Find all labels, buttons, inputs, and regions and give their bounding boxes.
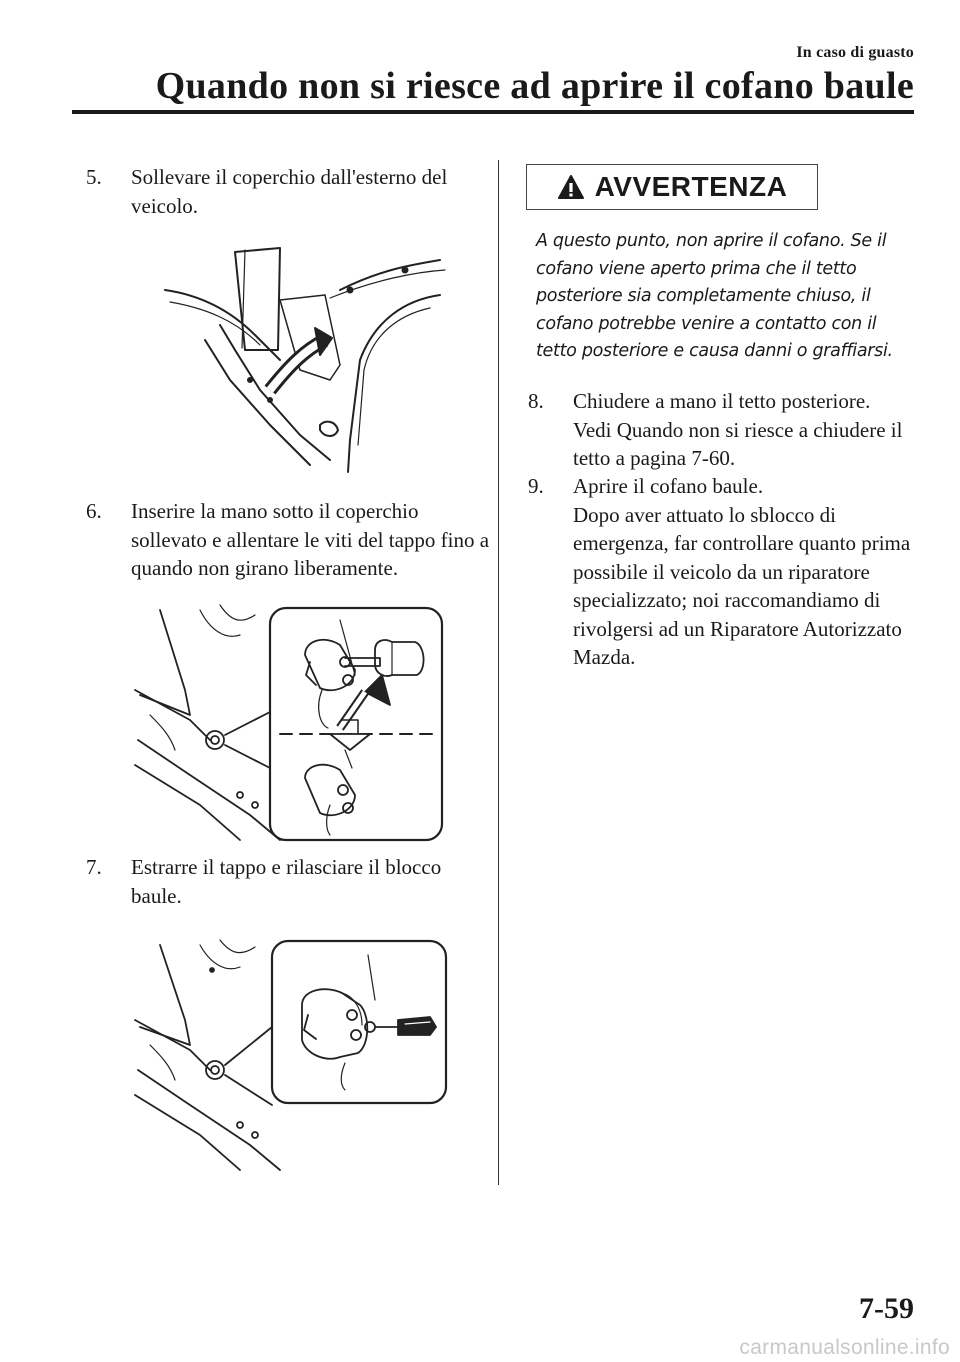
step-detail: Vedi Quando non si riesce a chiudere il tetto a pagina 7-60.: [573, 417, 903, 470]
step-5: [86, 163, 486, 220]
step-number: 9.: [528, 474, 544, 498]
step-detail: Dopo aver attuato lo sblocco di emergenza, far controllare quanto prima possibile il veicolo da un riparatore specializzato; noi raccomandiamo di rivolgersi ad un Riparatore Autorizzato Mazda.: [573, 502, 911, 669]
watermark: carmanualsonline.info: [739, 1336, 950, 1359]
step-number: 6.: [86, 499, 102, 523]
warning-text: A questo punto, non aprire il cofano. Se il cofano viene aperto prima che il tetto posteriore sia completamente chiuso, il cofano potrebbe venire a contatto con il tetto posteriore e causa danni o graffiarsi.: [536, 231, 893, 361]
warning-box: [526, 164, 818, 210]
step-text: Estrarre il tappo e rilasciare il blocco baule.: [131, 855, 442, 908]
column-divider: [498, 160, 499, 1185]
step-number: 5.: [86, 165, 102, 189]
warning-label: AVVERTENZA: [594, 171, 788, 202]
title-rule: [72, 110, 914, 114]
section-label: In caso di guasto: [796, 44, 914, 61]
step-text: Aprire il cofano baule.: [573, 474, 764, 498]
step-7: [86, 853, 486, 910]
step-number: 8.: [528, 389, 544, 413]
page-title: Quando non si riesce ad aprire il cofano baule: [155, 65, 914, 107]
extract-cap-illustration: [130, 935, 450, 1175]
warning-triangle-icon: [557, 174, 585, 200]
step-9: [528, 472, 918, 672]
step-text: Inserire la mano sotto il coperchio sollevato e allentare le viti del tappo fino a quando non girano liberamente.: [131, 499, 490, 580]
step-text: Sollevare il coperchio dall'esterno del veicolo.: [131, 165, 448, 218]
step-number: 7.: [86, 855, 102, 879]
loosen-screws-illustration: [130, 600, 450, 845]
step-text: Chiudere a mano il tetto posteriore.: [573, 389, 871, 413]
step-6: [86, 497, 496, 583]
lift-cover-illustration: [160, 240, 450, 480]
page-number: 7-59: [859, 1292, 914, 1325]
step-8: [528, 387, 918, 473]
